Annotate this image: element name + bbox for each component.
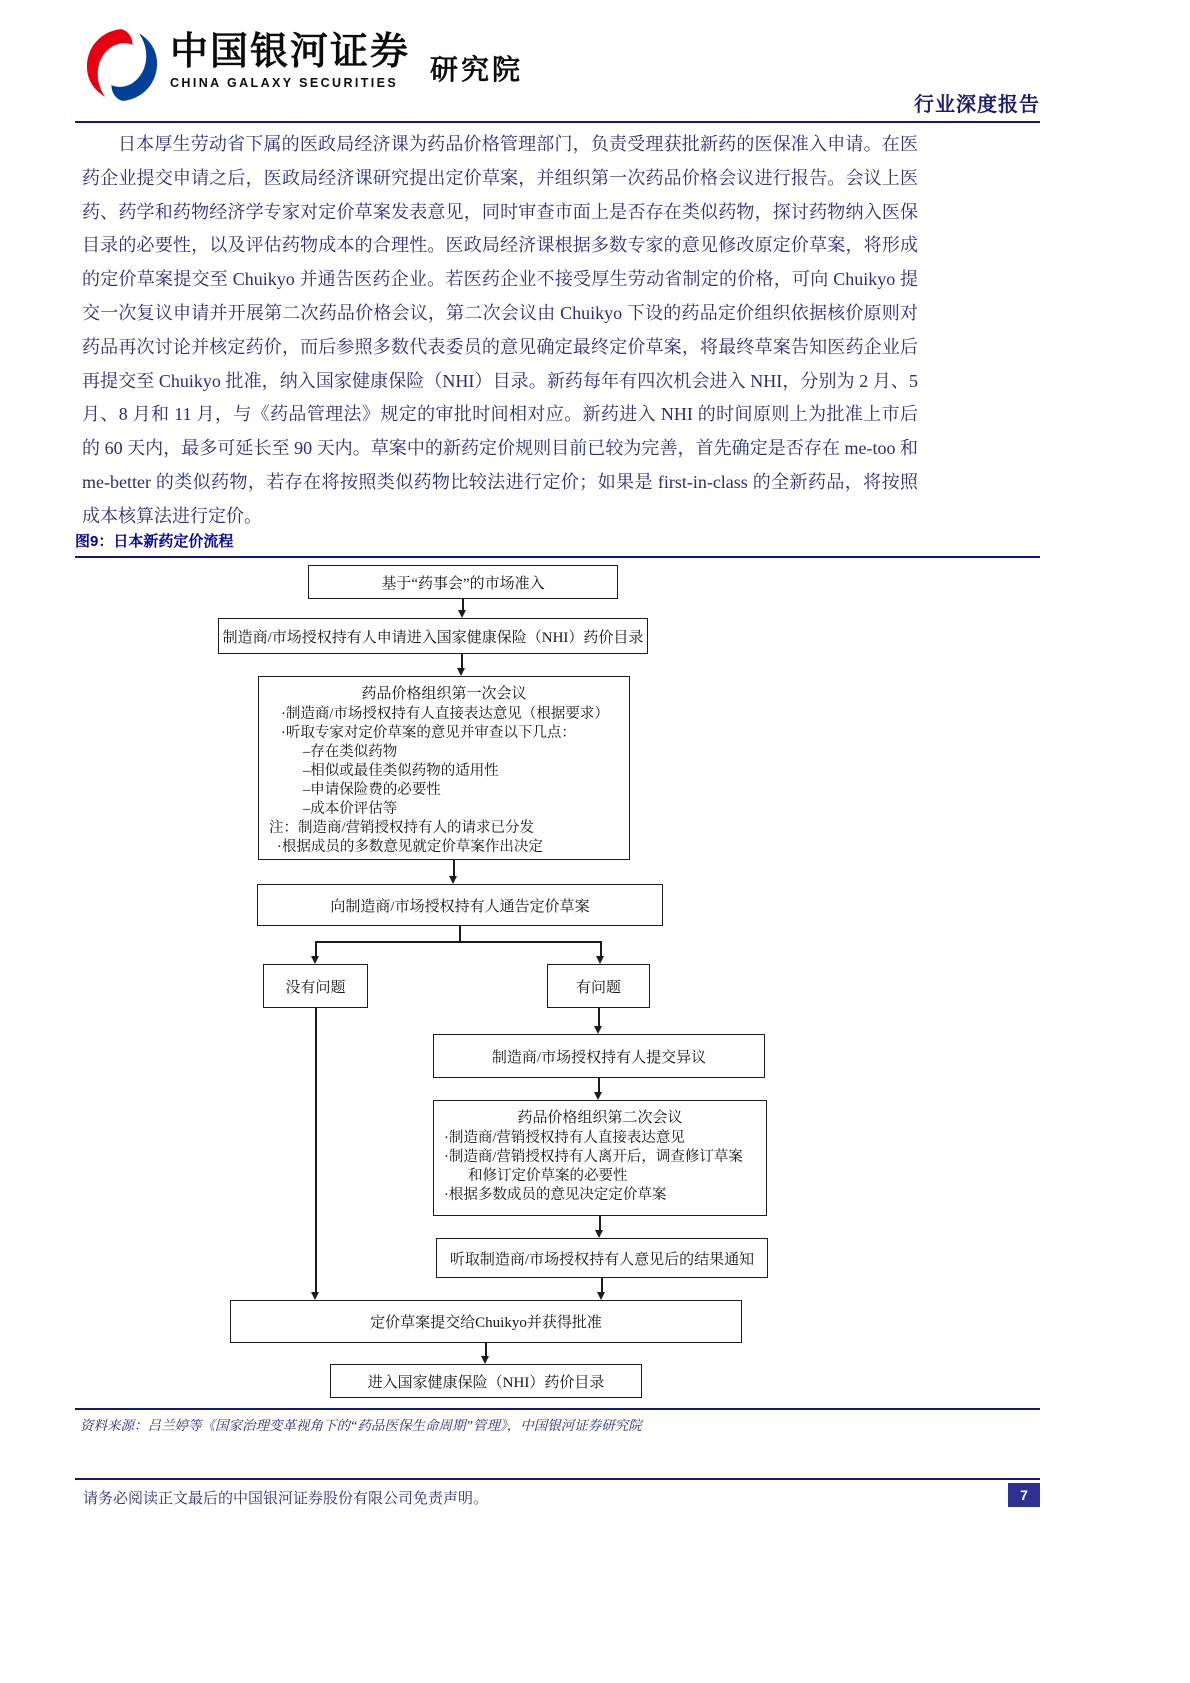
arrowhead-fork-right xyxy=(596,956,604,964)
flow-box-meeting2 xyxy=(433,1100,767,1216)
galaxy-swirl-icon xyxy=(84,27,160,103)
connector-g-h xyxy=(598,1078,600,1092)
meeting2-line: ·制造商/营销授权持有人离开后，调查修订草案 xyxy=(444,1149,743,1165)
flow-box-enter-nhi-label: 进入国家健康保险（NHI）药价目录 xyxy=(367,1374,605,1391)
meeting1-line: –存在类似药物 xyxy=(303,744,398,760)
flow-box-no-problem-label: 没有问题 xyxy=(285,979,346,996)
body-paragraph: 日本厚生劳动省下属的医政局经济课为药品价格管理部门，负责受理获批新药的医保准入申请。在医药企业提交申请之后，医政局经济课研究提出定价草案，并组织第一次药品价格会议进行报告。会议上医药、药学和药物经济学专家对定价草案发表意见，同时审查市面上是否存在类似药物，探讨药物纳入医保目录的必要性，以及评估药物成本的合理性。医政局经济课根据多数专家的意见修改原定价草案，将形成的定价草案提交至 Chuikyo 并通告医药企业。若医药企业不接受厚生劳动省制定的价格，可向 Chuikyo 提交一次复议申请并开展第二次药品价格会议，第二次会议由 Chuikyo 下设的药品定价组织依据核价原则对药品再次讨论并核定药价，而后参照多数代表委员的意见确定最终定价草案，将最终草案告知医药企业后再提交至 Chuikyo 批准，纳入国家健康保险（NHI）目录。新药每年有四次机会进入 NHI，分别为 2 月、5 月、8 月和 11 月，与《药品管理法》规定的审批时间相对应。新药进入 NHI 的时间原则上为批准上市后的 60 天内，最多可延长至 90 天内。草案中的新药定价规则目前已较为完善，首先确定是否存在 me-too 和 me-better 的类似药物，若存在将按照类似药物比较法进行定价；如果是 first-in-class 的全新药品，将按照成本核算法进行定价。 xyxy=(82,134,918,526)
arrowhead-b-c xyxy=(457,668,465,676)
flow-box-result-notice-label: 听取制造商/市场授权持有人意见后的结果通知 xyxy=(449,1251,755,1268)
connector-h-i xyxy=(599,1216,601,1230)
arrowhead-c-d xyxy=(449,876,457,884)
flow-box-enter-nhi xyxy=(330,1364,642,1398)
connector-fork-right xyxy=(600,941,602,956)
flow-box-market-entry-label: 基于“药事会”的市场准入 xyxy=(381,575,545,592)
meeting1-line: –申请保险费的必要性 xyxy=(303,782,441,798)
connector-fork-left xyxy=(315,941,317,956)
arrowhead-h-i xyxy=(595,1230,603,1238)
brand-suffix: 研究院 xyxy=(430,54,524,85)
flow-box-result-notice xyxy=(436,1238,768,1278)
arrowhead-fork-left xyxy=(311,956,319,964)
meeting1-line: ·听取专家对定价草案的意见并审查以下几点： xyxy=(281,725,576,741)
footer-disclaimer: 请务必阅读正文最后的中国银河证券股份有限公司免责声明。 xyxy=(83,1491,489,1507)
arrowhead-a-b xyxy=(458,610,466,618)
brand-name-cn: 中国银河证券 xyxy=(170,31,411,73)
connector-b-c xyxy=(461,654,463,668)
connector-fork-bar xyxy=(315,941,601,943)
flow-box-notify-draft xyxy=(257,884,663,926)
connector-c-d xyxy=(453,860,455,876)
connector-j-k xyxy=(485,1343,487,1356)
arrowhead-j-k xyxy=(481,1356,489,1364)
meeting1-title: 药品价格组织第一次会议 xyxy=(361,686,527,702)
connector-fork-stem xyxy=(459,926,461,942)
connector-i-j xyxy=(601,1278,603,1292)
meeting2-line: ·制造商/营销授权持有人直接表达意见 xyxy=(444,1130,685,1146)
meeting1-line: –成本价评估等 xyxy=(303,801,398,817)
flow-box-objection xyxy=(433,1034,765,1078)
flow-box-has-problem xyxy=(547,964,650,1008)
flowchart-japan-drug-pricing xyxy=(75,560,1040,1405)
flow-box-submit-chuikyo xyxy=(230,1300,742,1343)
brand-name-en: CHINA GALAXY SECURITIES xyxy=(170,75,399,90)
meeting1-line: ·制造商/市场授权持有人直接表达意见（根据要求） xyxy=(281,706,609,722)
connector-no-problem-to-approval xyxy=(315,1008,317,1292)
figure-title: 图9：日本新药定价流程 xyxy=(75,533,234,550)
figure-title-rule xyxy=(75,556,1040,558)
brand-block xyxy=(170,33,410,90)
meeting1-line: –相似或最佳类似药物的适用性 xyxy=(303,763,499,779)
flow-box-has-problem-label: 有问题 xyxy=(575,979,621,996)
header-rule xyxy=(75,121,1040,123)
figure-source: 资料来源：吕兰婷等《国家治理变革视角下的“药品医保生命周期”管理》，中国银河证券研究院 xyxy=(80,1418,642,1433)
page-number-badge: 7 xyxy=(1008,1483,1040,1507)
meeting2-line: 和修订定价草案的必要性 xyxy=(468,1168,628,1184)
flow-box-no-problem xyxy=(263,964,368,1008)
flow-box-objection-label: 制造商/市场授权持有人提交异议 xyxy=(491,1049,707,1066)
arrowhead-f-g xyxy=(594,1026,602,1034)
flow-box-apply-nhi-label: 制造商/市场授权持有人申请进入国家健康保险（NHI）药价目录 xyxy=(222,629,644,646)
report-type-label: 行业深度报告 xyxy=(914,94,1040,116)
flow-box-apply-nhi xyxy=(218,618,648,654)
arrowhead-i-j xyxy=(597,1292,605,1300)
arrowhead-no-problem-to-approval xyxy=(311,1292,319,1300)
meeting1-line: 注：制造商/营销授权持有人的请求已分发 xyxy=(269,820,535,836)
footer-rule xyxy=(75,1478,1040,1480)
meeting2-line: ·根据多数成员的意见决定定价草案 xyxy=(444,1187,667,1203)
connector-f-g xyxy=(598,1008,600,1026)
arrowhead-g-h xyxy=(594,1092,602,1100)
flow-box-market-entry xyxy=(308,565,618,599)
flow-box-submit-chuikyo-label: 定价草案提交给Chuikyo并获得批准 xyxy=(370,1315,602,1331)
flow-box-meeting1 xyxy=(258,676,630,860)
flow-box-notify-draft-label: 向制造商/市场授权持有人通告定价草案 xyxy=(330,898,590,915)
meeting2-title: 药品价格组织第二次会议 xyxy=(517,1110,683,1126)
meeting1-line: ·根据成员的多数意见就定价草案作出决定 xyxy=(277,839,543,855)
figure-source-rule xyxy=(75,1408,1040,1410)
